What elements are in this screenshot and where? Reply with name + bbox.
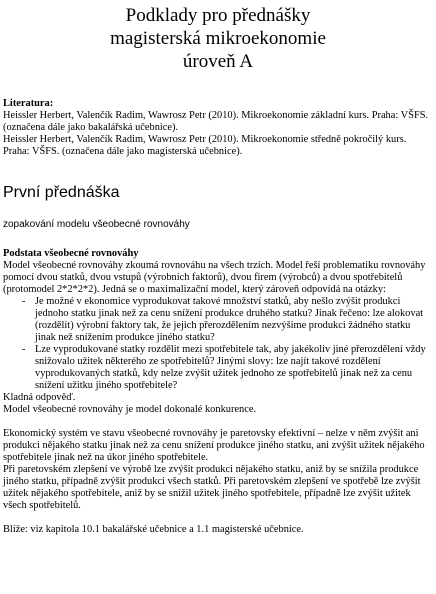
- questions-list: [3, 296, 433, 392]
- essence-section: [3, 248, 433, 536]
- document-title: [0, 4, 436, 73]
- list-dash: -: [22, 344, 26, 355]
- pareto-paragraph-1: Ekonomický systém ve stavu všeobecné rovnováhy je paretovsky efektivní – nelze v něm zvýšit ani produkci nějakého statku jinak než za cenu snížení produkce jiného statku, ani zvýšit užitek nějakého spotřebitele jinak než na úkor jiného spotřebitele.: [3, 428, 425, 463]
- question-item: [3, 296, 433, 344]
- essence-heading: Podstata všeobecné rovnováhy: [3, 248, 139, 259]
- literature-section: [3, 98, 433, 158]
- reference-text: Blíže: viz kapitola 10.1 bakalářské učebnice a 1.1 magisterské učebnice.: [3, 524, 304, 535]
- literature-label: Literatura:: [3, 98, 54, 109]
- pareto-paragraph-2: Při paretovském zlepšení ve výrobě lze zvýšit produkci nějakého statku, aniž by se snížila produkce jiného statku, případně zvýšit produkci všech statků. Při paretovském zlepšení ve spotřebě lze zvýšit užitek nějakého spotřebitele, aniž by se snížil užitek jiného spotřebitele, případně lze zvýšit užitek všech spotřebitelů.: [3, 464, 421, 511]
- section-topic: zopakování modelu všeobecné rovnováhy: [3, 219, 190, 230]
- title-line-3: úroveň A: [182, 51, 254, 72]
- title-line-1: Podklady pro přednášky: [125, 5, 311, 26]
- literature-ref-1: Heissler Herbert, Valenčík Radim, Wawrosz Petr (2010). Mikroekonomie základní kurs. Praha: VŠFS. (označena dále jako bakalářská učebnice).: [3, 110, 429, 133]
- essence-intro: Model všeobecné rovnováhy zkoumá rovnováhu na všech trzích. Model řeší problematiku rovnováhy pomocí dvou statků, dvou vstupů (výrobních faktorů), dvou firem (výrobců) a dvou spotřebitelů (protomodel 2*2*2*2). Jedná se o maximalizační model, který zároveň odpovídá na otázky:: [3, 260, 426, 295]
- question-text: Lze vyprodukované statky rozdělit mezi spotřebitele tak, aby jakékoliv jiné přerozdělení vždy snižovalo užitek některého ze spotřebitelů? Jinými slovy: lze najít takové rozdělení vyprodukovaných statků, kdy nelze zvýšit užitek jednoho ze spotřebitelů jinak než za cenu snížení užitku jiného spotřebitele?: [35, 344, 426, 391]
- section-heading: První přednáška: [3, 184, 120, 201]
- title-line-2: magisterská mikroekonomie: [110, 28, 326, 49]
- question-text: Je možné v ekonomice vyprodukovat takové množství statků, aby nešlo zvýšit produkci jednoho statku jinak než za cenu snížení produkce druhého statku? Jinak řečeno: lze alokovat (rozdělit) výrobní faktory tak, že jejich přerozdělením nezvýšíme produkci žádného statku jinak než snížením produkce jiného statku?: [35, 296, 424, 343]
- list-dash: -: [22, 296, 26, 307]
- conclusion-text: Model všeobecné rovnováhy je model dokonalé konkurence.: [3, 404, 257, 415]
- literature-ref-2: Heissler Herbert, Valenčík Radim, Wawrosz Petr (2010). Mikroekonomie středně pokročilý kurs. Praha: VŠFS. (označena dále jako magisterská učebnice).: [3, 134, 407, 157]
- answer-text: Kladná odpověď.: [3, 392, 76, 403]
- question-item: [3, 344, 433, 392]
